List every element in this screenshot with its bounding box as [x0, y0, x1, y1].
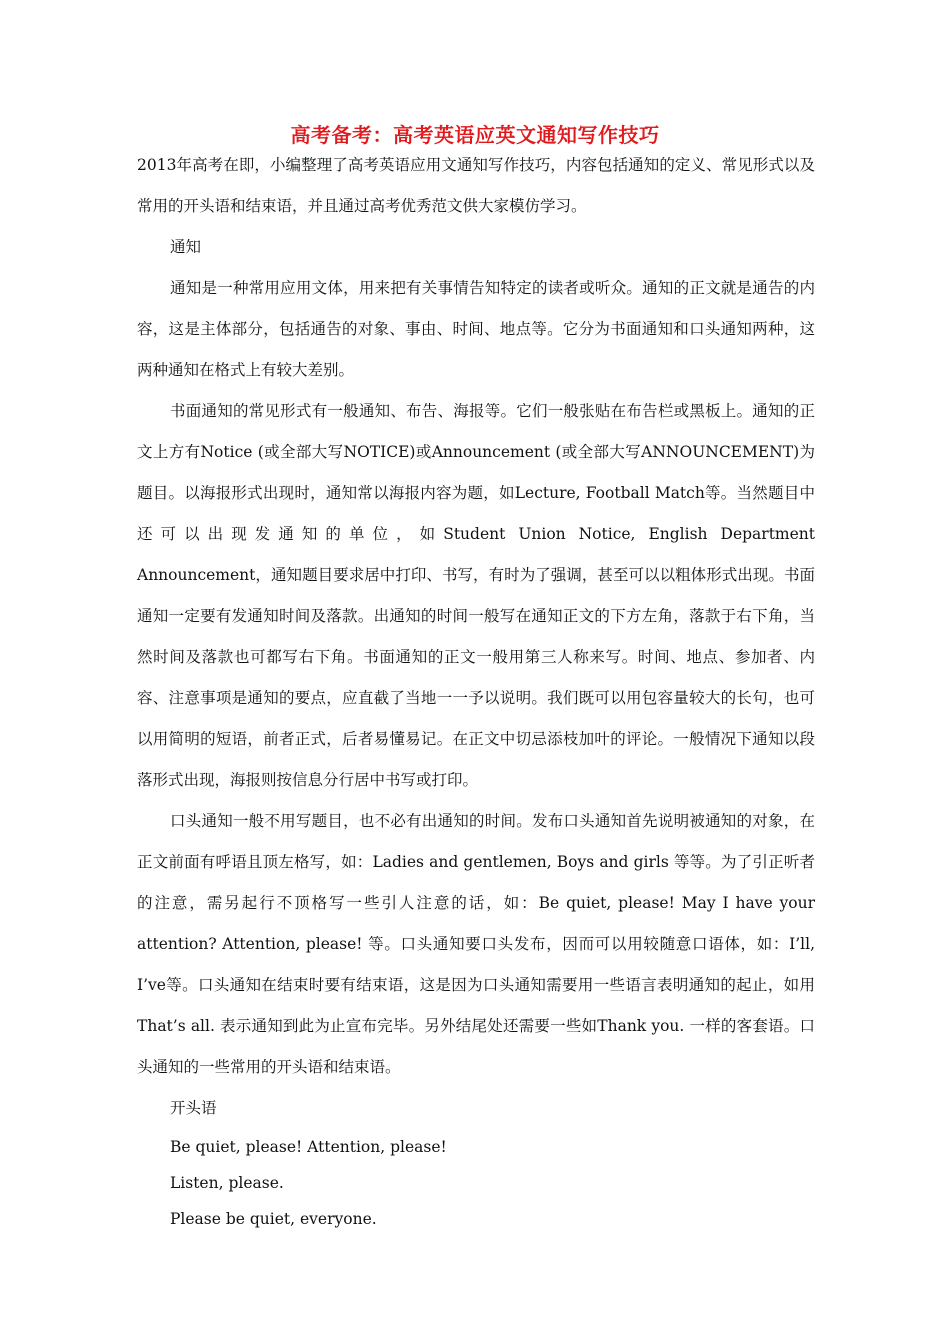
oral-notice-paragraph: 口头通知一般不用写题目，也不必有出通知的时间。发布口头通知首先说明被通知的对象，在正文前面有呼语且顶左格写，如：Ladies and gentlemen, Boys and girls 等等。为了引正听者的注意，需另起行不顶格写一些引人注意的话，如：Be quiet, please! May I have your attention? Attention, please! 等。口头通知要口头发布，因而可以用较随意口语体，如：I’ll, I’ve等。口头通知在结束时要有结束语，这是因为口头通知需要用一些语言表明通知的起止，如用That’s all. 表示通知到此为止宣布完毕。另外结尾处还需要一些如Thank you. 一样的客套语。口头通知的一些常用的开头语和结束语。 [137, 812, 815, 1076]
opener-line: Please be quiet, everyone. [170, 1210, 377, 1228]
opener-line: Be quiet, please! Attention, please! [170, 1138, 447, 1156]
intro-paragraph: 2013年高考在即，小编整理了高考英语应用文通知写作技巧，内容包括通知的定义、常见形式以及常用的开头语和结束语，并且通过高考优秀范文供大家模仿学习。 [137, 156, 815, 215]
written-notice-paragraph: 书面通知的常见形式有一般通知、布告、海报等。它们一般张贴在布告栏或黑板上。通知的正文上方有Notice (或全部大写NOTICE)或Announcement (或全部大写ANNOUNCEMENT)为题目。以海报形式出现时，通知常以海报内容为题，如Lecture, Football Match等。当然题目中还可以出现发通知的单位，如Student Union Notice, English Department Announcement，通知题目要求居中打印、书写，有时为了强调，甚至可以以粗体形式出现。书面通知一定要有发通知时间及落款。出通知的时间一般写在通知正文的下方左角，落款于右下角，当然时间及落款也可都写右下角。书面通知的正文一般用第三人称来写。时间、地点、参加者、内容、注意事项是通知的要点，应直截了当地一一予以说明。我们既可以用包容量较大的长句，也可以用简明的短语，前者正式，后者易懂易记。在正文中切忌添枝加叶的评论。一般情况下通知以段落形式出现，海报则按信息分行居中书写或打印。 [137, 402, 815, 789]
section-heading: 通知 [170, 238, 202, 256]
definition-paragraph: 通知是一种常用应用文体，用来把有关事情告知特定的读者或听众。通知的正文就是通告的内容，这是主体部分，包括通告的对象、事由、时间、地点等。它分为书面通知和口头通知两种，这两种通知在格式上有较大差别。 [137, 279, 815, 379]
openers-heading: 开头语 [170, 1099, 217, 1117]
document-body [137, 145, 815, 1237]
document-title: 高考备考：高考英语应英文通知写作技巧 [290, 123, 660, 147]
opener-line: Listen, please. [170, 1174, 284, 1192]
